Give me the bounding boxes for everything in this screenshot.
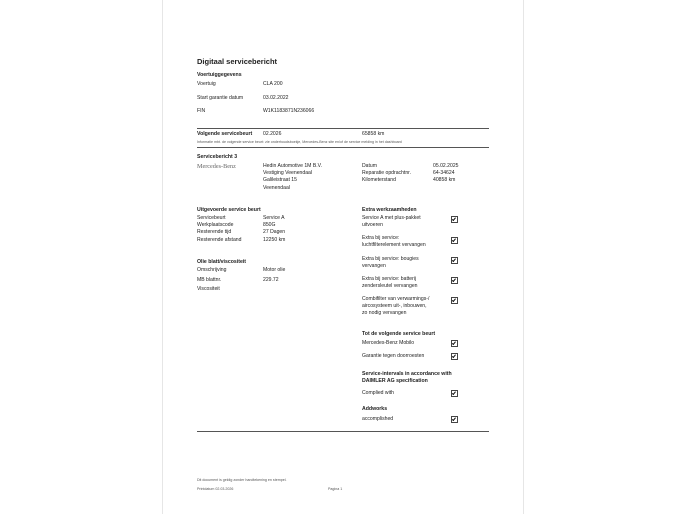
oil-heading: Olie blatt/viscositeit [197,259,247,265]
extra-work-item-line: Service A met plus-pakket [362,215,421,221]
oil-mb-sheet-value: 229.72 [263,276,279,283]
workshop-code-label: Werkplaatscode [197,222,234,229]
fin-label: FIN [197,108,206,114]
extra-work-checkbox [451,237,458,244]
footer-note: Dit document is geldig zonder handtekening en stempel. [197,478,287,482]
mobilo-checkbox [451,340,458,347]
extra-work-item [362,235,426,249]
divider-next-service [197,147,489,148]
repair-order-label: Reparatie opdrachtnr. [362,170,411,177]
complied-label: Complied with [362,390,394,396]
report-date-label: Datum [362,163,378,169]
service-intervals-heading-line: Service-intervals in accordance with [362,371,452,377]
accomplished-checkbox [451,416,458,423]
extra-work-item [362,215,421,229]
extra-work-checkbox [451,257,458,264]
workshop-code-value: 850G [263,222,276,229]
remaining-distance-label: Resterende afstand [197,236,242,243]
service-intervals-heading-line: DAIMLER AG specification [362,377,428,384]
extra-work-item [362,296,429,318]
page-number: Pagina 1 [328,487,343,491]
dealer-address [263,163,322,192]
next-service-note: Informatie mbt. de volgende service beurt: zie onderhoudsboekje, Mercedes-Benz site en/of de service melding in het dashboard [197,140,402,144]
service-type-value: Service A [263,215,285,221]
performed-service-values [263,215,285,244]
service-type-label: Servicebeurt [197,215,226,221]
extra-work-checkbox [451,216,458,223]
rust-warranty-checkbox [451,353,458,360]
addworks-heading: Addworks [362,406,388,412]
extra-work-item-line: aircosysteem uit-, inbouwen, [362,303,427,310]
oil-labels [197,266,226,295]
extra-work-heading: Extra werkzaamheden [362,207,417,213]
next-service-label: Volgende servicebeurt [197,131,253,137]
remaining-distance-value: 12250 km [263,236,286,243]
document-title: Digitaal servicebericht [197,57,278,66]
warranty-start-label: Start garantie datum [197,95,244,101]
report-info-values [433,163,459,185]
dealer-line: Vestiging Veenendaal [263,170,312,177]
extra-work-item-line: zendersleutel vervangen [362,283,418,290]
service-report-heading: Servicebericht 3 [197,154,238,160]
dealer-line: Galileistraat 15 [263,177,297,184]
report-info-labels [362,163,411,185]
next-service-km: 65858 km [362,131,385,137]
oil-values [263,266,285,285]
print-date: Printdatum 02.03.2026 [197,487,234,491]
oil-description-label: Omschrijving [197,267,227,273]
complied-checkbox [451,390,458,397]
extra-work-checkbox [451,277,458,284]
service-intervals-heading [362,371,452,384]
performed-service-labels [197,215,241,244]
accomplished-label: accomplished [362,416,394,422]
dealer-line: Hedin Automotive 1M B.V. [263,163,322,169]
until-next-heading: Tot de volgende service beurt [362,331,436,337]
oil-mb-sheet-label: MB blattnr. [197,276,222,283]
extra-work-item-line: luchtfilterelement vervangen [362,242,426,249]
oil-viscosity-label: Viscositeit [197,286,220,293]
remaining-time-value: 27 Dagen [263,229,286,236]
extra-work-item-line: Extra bij service: bougies [362,256,419,262]
performed-service-heading: Uitgevoerde service beurt [197,207,261,213]
divider-bottom [197,431,489,432]
rust-warranty-label: Garantie tegen doorroesten [362,353,425,359]
brand-wordmark: Mercedes-Benz [197,163,236,170]
vehicle-section-heading: Voertuiggegevens [197,72,242,78]
vehicle-value: CLA 200 [263,81,283,87]
next-service-date: 02.2026 [263,131,282,137]
mobilo-label: Mercedes-Benz Mobilo [362,340,415,346]
divider-top [197,128,489,129]
fin-value: W1K1183871N236066 [263,108,315,114]
extra-work-item-line: uitvoeren [362,222,383,229]
oil-description-value: Motor olie [263,267,286,273]
odometer-value: 40858 km [433,177,456,184]
extra-work-item-line: Extra bij service: batterij [362,276,417,282]
repair-order-value: 64-34624 [433,170,455,177]
extra-work-item [362,276,418,290]
report-date-value: 05.02.2025 [433,163,459,169]
document-page [162,0,524,514]
extra-work-item-line: Extra bij service: [362,235,400,241]
extra-work-item-line: Combifilter van verwarmings-/ [362,296,430,302]
dealer-line: Veenendaal [263,184,290,191]
vehicle-label: Voertuig [197,81,216,87]
extra-work-item [362,256,419,270]
odometer-label: Kilometerstand [362,177,396,184]
extra-work-item-line: vervangen [362,263,386,270]
extra-work-checkbox [451,297,458,304]
remaining-time-label: Resterende tijd [197,229,232,236]
extra-work-item-line: zo nodig vervangen [362,310,407,317]
warranty-start-value: 03.02.2022 [263,95,289,101]
